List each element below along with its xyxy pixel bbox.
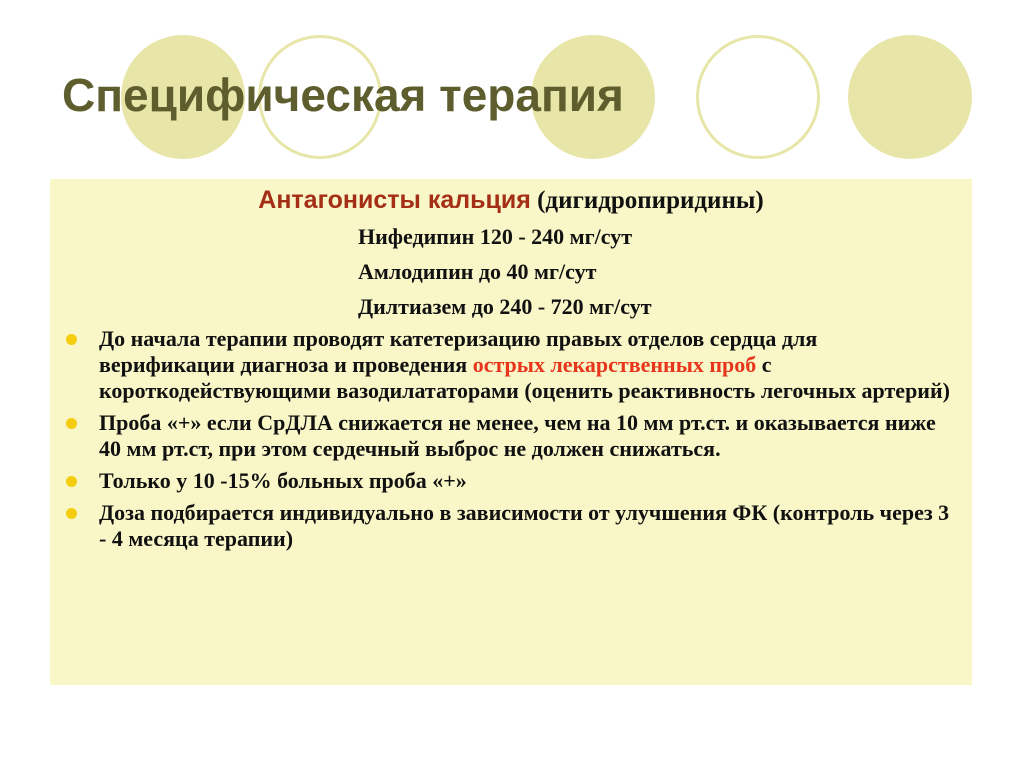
list-item	[66, 500, 956, 552]
bullet-text: Проба «+» если СрДЛА снижается не менее, чем на 10 мм рт.ст. и оказывается ниже 40 мм рт.ст, при этом сердечный выброс не должен снижаться.	[99, 410, 936, 461]
bullet-highlight: острых лекарственных проб	[472, 352, 757, 377]
bullet-icon	[66, 334, 77, 345]
slide-title: Специфическая терапия	[62, 69, 624, 121]
decor-circle-3	[848, 35, 972, 159]
bullet-icon	[66, 476, 77, 487]
bullet-text: Только у 10 -15% больных проба «+»	[99, 468, 467, 493]
bullet-icon	[66, 418, 77, 429]
bullet-text: До начала терапии проводят катетеризацию правых отделов сердца для верификации диагноза и проведения	[99, 326, 818, 377]
list-item	[66, 410, 956, 462]
subtitle-rest: (дигидропиридины)	[530, 187, 764, 214]
list-item	[66, 468, 956, 494]
subtitle	[50, 186, 972, 215]
decor-ring-2	[696, 35, 820, 159]
bullet-text: с короткодействующими вазодилататорами (оценить реактивность легочных артерий)	[99, 352, 950, 403]
list-item	[66, 326, 956, 404]
drug-line-amlodipine: Амлодипин до 40 мг/сут	[358, 259, 597, 284]
drug-line-nifedipine: Нифедипин 120 - 240 мг/сут	[358, 224, 633, 249]
subtitle-accent: Антагонисты кальция	[258, 186, 531, 214]
content-panel	[50, 179, 972, 685]
bullet-list	[66, 326, 956, 558]
bullet-text: Доза подбирается индивидуально в зависимости от улучшения ФК (контроль через 3 - 4 месяца терапии)	[99, 500, 950, 551]
drug-line-diltiazem: Дилтиазем до 240 - 720 мг/сут	[358, 294, 652, 319]
bullet-icon	[66, 508, 77, 519]
